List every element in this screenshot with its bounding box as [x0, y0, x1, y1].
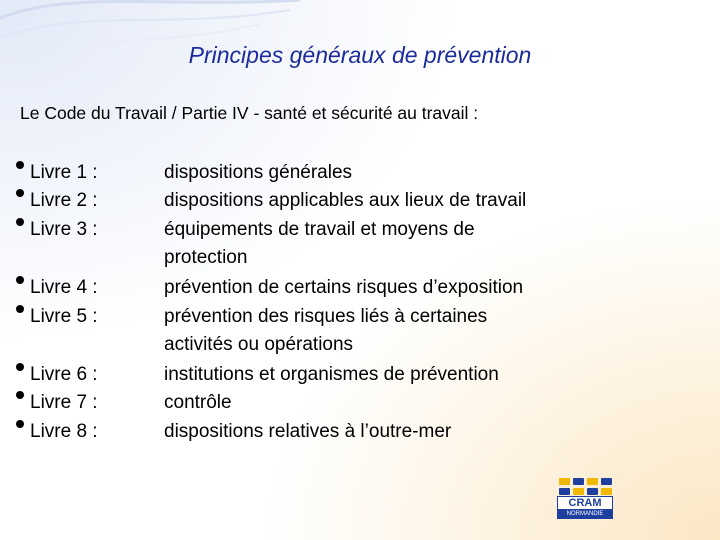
book-label: Livre 6 :	[16, 361, 98, 389]
book-description: dispositions applicables aux lieux de travail	[164, 190, 527, 211]
book-description-continued: activités ou opérations	[164, 334, 354, 355]
book-label: Livre 1 :	[16, 159, 98, 187]
book-description: dispositions relatives à l’outre-mer	[164, 421, 452, 442]
book-description: institutions et organismes de prévention	[164, 364, 499, 385]
book-description: dispositions générales	[164, 162, 353, 183]
cram-logo	[557, 478, 613, 530]
slide-subtitle: Le Code du Travail / Partie IV - santé et sécurité au travail :	[20, 103, 479, 123]
book-label: Livre 3 :	[16, 216, 98, 244]
book-label: Livre 7 :	[16, 389, 98, 417]
logo-region: NORMANDIE	[557, 510, 613, 519]
book-description: équipements de travail et moyens de	[164, 219, 475, 240]
logo-name: CRAM	[557, 496, 613, 510]
slide-title: Principes généraux de prévention	[188, 42, 532, 68]
book-description: prévention des risques liés à certaines	[164, 306, 488, 327]
book-label: Livre 5 :	[16, 303, 98, 331]
book-label: Livre 4 :	[16, 274, 98, 302]
book-label: Livre 2 :	[16, 187, 98, 215]
logo-mosaic-icon	[559, 478, 613, 495]
book-description-continued: protection	[164, 247, 248, 268]
book-description: prévention de certains risques d’exposition	[164, 277, 524, 298]
book-label: Livre 8 :	[16, 418, 98, 446]
book-description: contrôle	[164, 392, 232, 413]
